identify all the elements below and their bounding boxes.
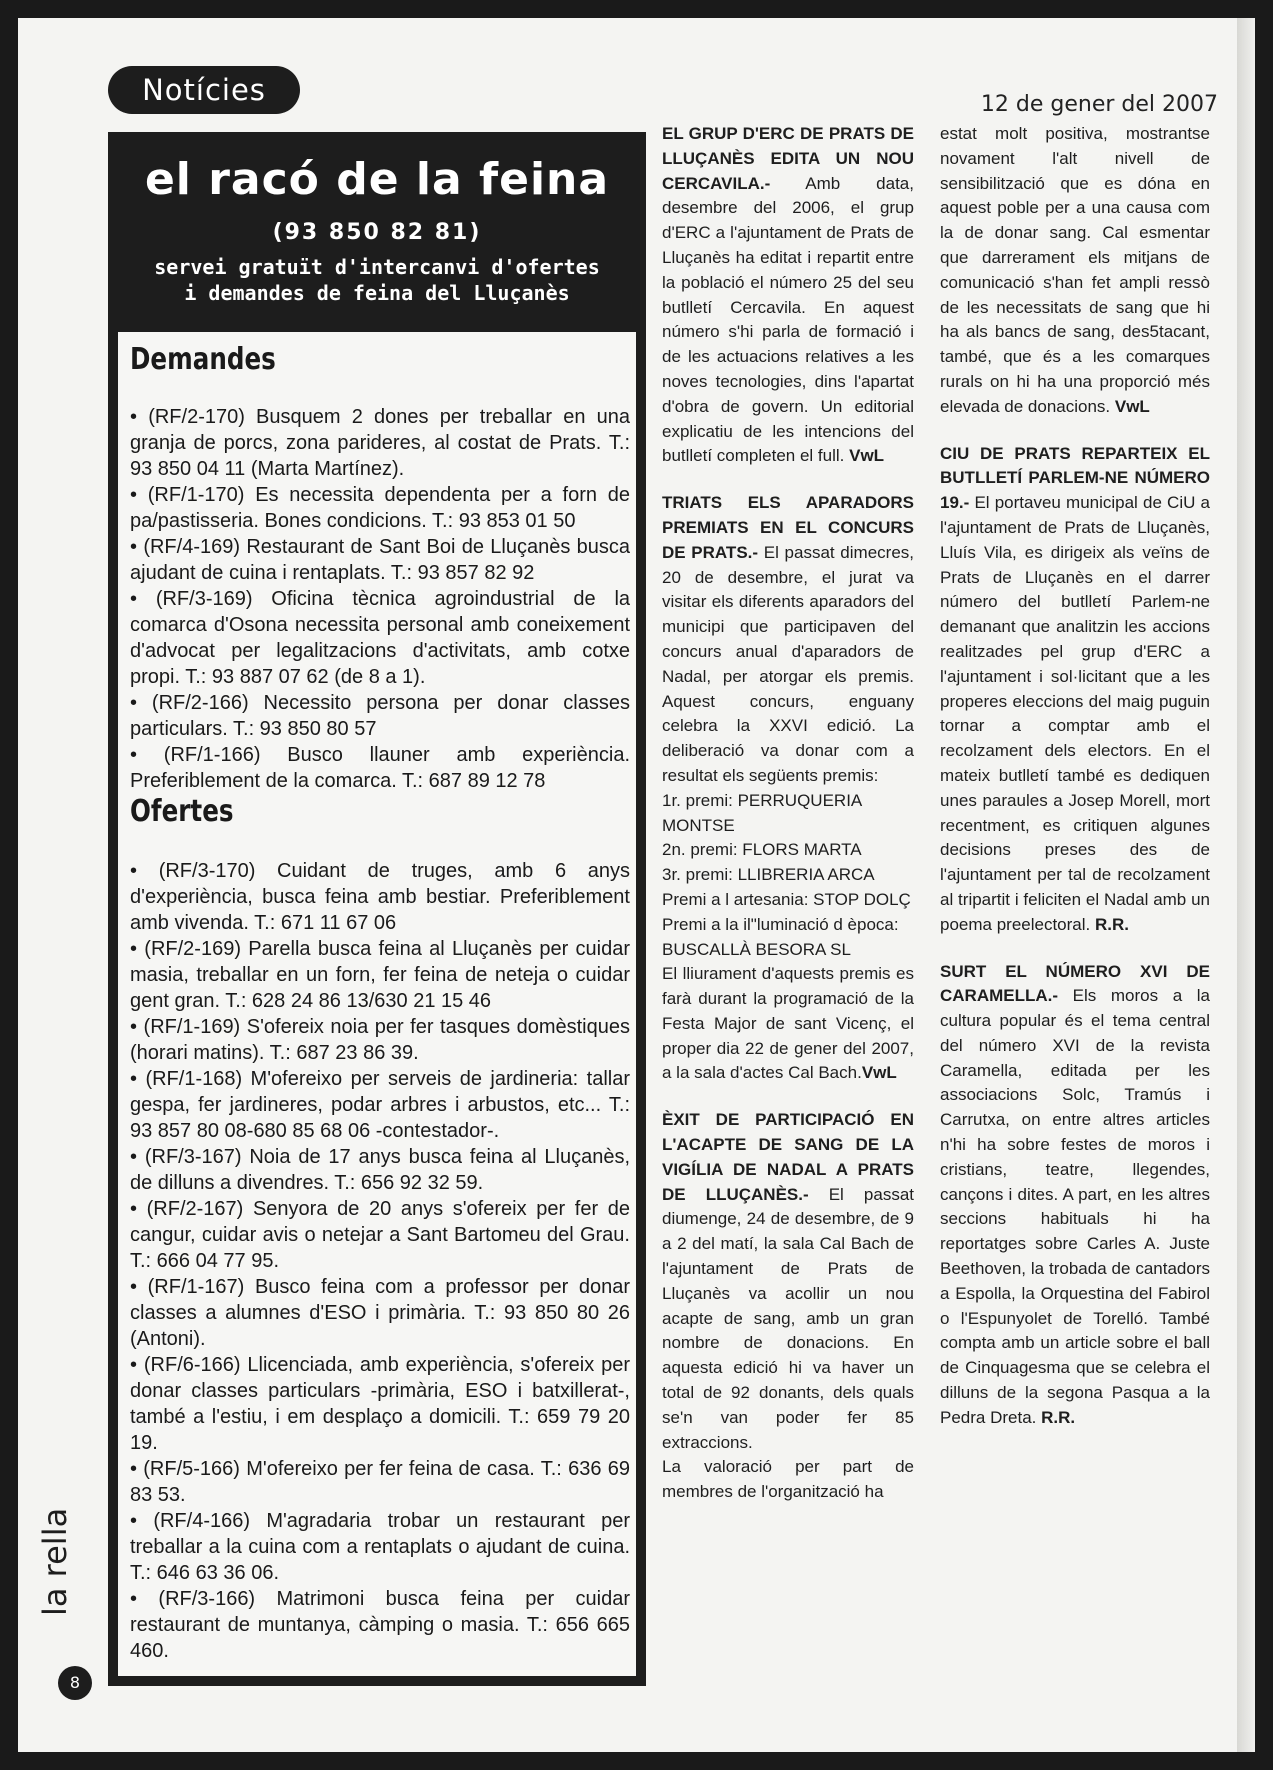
article-caramella-signature: R.R. — [1041, 1407, 1076, 1427]
oferta-item: • (RF/1-167) Busco feina com a professor per donar classes a alumnes d'ESO i primària. T.: 93 850 80 26 (Antoni). — [130, 1274, 630, 1352]
article-erc-body: Amb data, desembre del 2006, el grup d'ERC a l'ajuntament de Prats de Lluçanès ha editat i repartit entre la població el número 25 del seu butlletí Cercavila. En aquest número s'hi parla de formació i de les actuacions relatives a les noves tecnologies, dins l'apartat d'obra de govern. Un editorial explicatiu de les intencions del butlletí completen el full. — [662, 173, 914, 466]
news-column-middle — [662, 122, 914, 1527]
demandes-list — [130, 404, 630, 794]
demanda-item: • (RF/1-170) Es necessita dependenta per a forn de pa/pastisseria. Bones condicions. T.: 93 853 01 50 — [130, 482, 630, 534]
oferta-item: • (RF/1-169) S'ofereix noia per fer tasques domèstiques (horari matins). T.: 687 23 86 39. — [130, 1014, 630, 1066]
oferta-item: • (RF/1-168) M'ofereixo per serveis de jardineria: tallar gespa, fer jardineres, podar arbres i arbustos, etc... T.: 93 857 80 08-680 85 68 06 -contestador-. — [130, 1066, 630, 1144]
issue-date: 12 de gener del 2007 — [980, 92, 1218, 117]
article-erc-headline: EL GRUP D'ERC DE PRATS DE LLUÇANÈS EDITA UN NOU CERCAVILA.- — [662, 124, 914, 193]
article-aparadors — [662, 491, 914, 1086]
magazine-name: la rella — [36, 1507, 74, 1616]
article-sang-body2: La valoració per part de membres de l'organització ha — [662, 1457, 914, 1502]
article-sang-continuation: estat molt positiva, mostrantse novament l'alt nivell de sensibilització que es dóna en aquest poble per a una causa com la de donar sang. Cal esmentar que darrerament els mitjans de comunicació s'han fet ampli ressò de les necessitats de sang que hi ha als bancs de sang, des5tacant, també, que és a les comarques rurals on hi ha una proporció més elevada de donacions. — [940, 124, 1210, 416]
demanda-item: • (RF/3-169) Oficina tècnica agroindustrial de la comarca d'Osona necessita personal amb coneixement d'advocat per legalitzacions d'activitats, amb cotxe propi. T.: 93 887 07 62 (de 8 a 1). — [130, 586, 630, 690]
demanda-item: • (RF/2-166) Necessito persona per donar classes particulars. T.: 93 850 80 57 — [130, 690, 630, 742]
oferta-item: • (RF/3-167) Noia de 17 anys busca feina al Lluçanès, de dilluns a divendres. T.: 656 92 32 59. — [130, 1144, 630, 1196]
section-label: Notícies — [108, 66, 300, 114]
article-ciu-body: El portaveu municipal de CiU a l'ajuntament de Prats de Lluçanès, Lluís Vila, es dirigeix als veïns de Prats de Lluçanès en el darrer número del butlletí Parlem-ne demanant que analitzin les accions realitzades pel grup d'ERC a l'ajuntament i sol·licitant que a les properes eleccions del maig puguin tornar a comptar amb el recolzament dels electors. En el mateix butlletí també es dediquen unes paraules a Josep Morell, mort recentment, es critiquen algunes decisions preses des de l'ajuntament per tal de recolzament al tripartit i feliciten el Nadal amb un poema preelectoral. — [940, 493, 1210, 934]
article-aparadors-body: El passat dimecres, 20 de desembre, el jurat va visitar els diferents aparadors del municipi que participaven del concurs anual d'aparadors de Nadal, per atorgar els premis. Aquest concurs, enguany celebra la XXVI edició. La deliberació va donar com a resultat els següents premis: — [662, 542, 914, 785]
article-aparadors-signature: VwL — [861, 1063, 897, 1083]
prize-item: Premi a la il"luminació d època: BUSCALLÀ BESORA SL — [662, 914, 899, 959]
prize-item: 3r. premi: LLIBRERIA ARCA — [662, 865, 875, 885]
article-caramella — [940, 960, 1210, 1431]
article-ciu-headline: CIU DE PRATS REPARTEIX EL BUTLLETÍ PARLEM-NE NÚMERO 19.- — [940, 443, 1210, 513]
prize-item: 2n. premi: FLORS MARTA — [662, 840, 862, 860]
article-sang-continued — [940, 122, 1210, 420]
ofertes-heading: Ofertes — [130, 794, 234, 829]
ofertes-list — [130, 858, 630, 1664]
demanda-item: • (RF/2-170) Busquem 2 dones per treballar en una granja de porcs, zona parideres, al costat de Prats. T.: 93 850 04 11 (Marta Martínez). — [130, 404, 630, 482]
demanda-item: • (RF/4-169) Restaurant de Sant Boi de Lluçanès busca ajudant de cuina i rentaplats. T.: 93 857 82 92 — [130, 534, 630, 586]
article-erc-signature: VwL — [849, 446, 885, 466]
page-spine — [1237, 18, 1255, 1752]
article-caramella-headline: SURT EL NÚMERO XVI DE CARAMELLA.- — [940, 961, 1210, 1006]
prize-list — [662, 789, 914, 963]
oferta-item: • (RF/4-166) M'agradaria trobar un restaurant per treballar a la cuina com a rentaplats o ajudant de cuina. T.: 646 63 36 06. — [130, 1508, 630, 1586]
job-board-header — [108, 132, 646, 332]
job-board-title: el racó de la feina — [144, 154, 610, 205]
article-ciu-signature: R.R. — [1095, 914, 1129, 934]
news-column-right — [940, 122, 1210, 1453]
page-number: 8 — [58, 1666, 92, 1700]
oferta-item: • (RF/2-167) Senyora de 20 anys s'ofereix per fer de cangur, cuidar avis o netejar a Sant Bartomeu del Grau. T.: 666 04 77 95. — [130, 1196, 630, 1274]
article-sang-body: El passat diumenge, 24 de desembre, de 9 a 2 del matí, la sala Cal Bach de l'ajuntament de Prats de Lluçanès va acollir un nou acapte de sang, amb un gran nombre de donacions. En aquesta edició hi va haver un total de 92 donants, dels quals se'n van poder fer 85 extraccions. — [662, 1184, 914, 1452]
job-board-phone: (93 850 82 81) — [272, 220, 482, 245]
magazine-page — [18, 18, 1255, 1752]
oferta-item: • (RF/3-170) Cuidant de truges, amb 6 anys d'experiència, busca feina amb bestiar. Preferiblement amb vivenda. T.: 671 11 67 06 — [130, 858, 630, 936]
article-aparadors-headline: TRIATS ELS APARADORS PREMIATS EN EL CONCURS DE PRATS.- — [662, 493, 914, 562]
oferta-item: • (RF/3-166) Matrimoni busca feina per cuidar restaurant de muntanya, càmping o masia. T.: 656 665 460. — [130, 1586, 630, 1664]
article-sang-headline: ÈXIT DE PARTICIPACIÓ EN L'ACAPTE DE SANG DE LA VIGÍLIA DE NADAL A PRATS DE LLUÇANÈS.- — [662, 1110, 914, 1204]
demanda-item: • (RF/1-166) Busco llauner amb experiència. Preferiblement de la comarca. T.: 687 89 12 78 — [130, 742, 630, 794]
article-caramella-body: Els moros a la cultura popular és el tema central del número XVI de la revista Caramella, editada per les associacions Solc, Tramús i Carrutxa, on entre altres articles n'hi ha sobre festes de moros i cristians, teatre, llegendes, cançons i dites. A part, en les altres seccions habituals hi ha reportatges sobre Carles A. Juste Beethoven, la trobada de cantadors a Espolla, la Orquestina del Fabirol o l'Espunyolet de Torelló. També compta amb un article sobre el ball de Cinquagesma que se celebra el dilluns de la segona Pasqua a la Pedra Dreta. — [940, 986, 1210, 1427]
job-board-box — [108, 132, 646, 1686]
oferta-item: • (RF/2-169) Parella busca feina al Lluçanès per cuidar masia, treballar en un forn, fer feina de neteja o cuidar gent gran. T.: 628 24 86 13/630 21 15 46 — [130, 936, 630, 1014]
job-board-subtitle: servei gratuït d'intercanvi d'ofertes i demandes de feina del Lluçanès — [154, 255, 600, 305]
demandes-heading: Demandes — [130, 342, 276, 377]
article-sang-signature: VwL — [1114, 396, 1150, 416]
oferta-item: • (RF/5-166) M'ofereixo per fer feina de casa. T.: 636 69 83 53. — [130, 1456, 630, 1508]
article-sang — [662, 1108, 914, 1505]
article-aparadors-closing: El lliurament d'aquests premis es farà durant la programació de la Festa Major de sant Vicenç, el proper dia 22 de gener del 2007, a la sala d'actes Cal Bach. — [662, 964, 914, 1083]
job-board-listings — [118, 332, 636, 1676]
article-ciu — [940, 442, 1210, 938]
article-erc — [662, 122, 914, 469]
oferta-item: • (RF/6-166) Llicenciada, amb experiència, s'ofereix per donar classes particulars -primària, ESO i batxillerat-, també a l'estiu, i em desplaço a domicili. T.: 659 79 20 19. — [130, 1352, 630, 1456]
prize-item: 1r. premi: PERRUQUERIA MONTSE — [662, 790, 862, 835]
prize-item: Premi a l artesania: STOP DOLÇ — [662, 889, 911, 909]
